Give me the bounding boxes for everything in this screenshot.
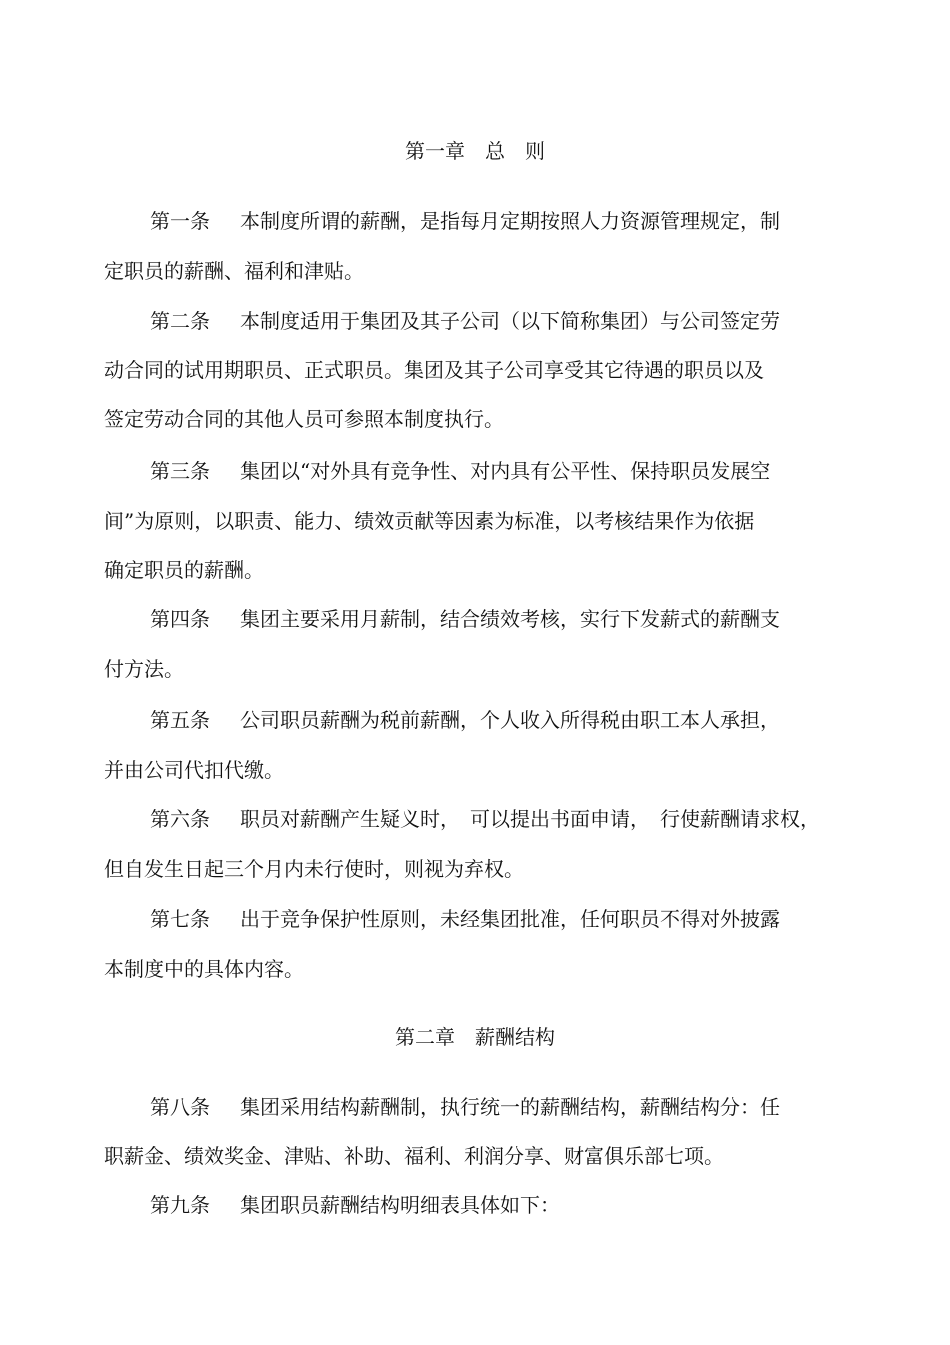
article-text: 本制度所谓的薪酬，是指每月定期按照人力资源管理规定，制	[240, 209, 780, 233]
chapter-1-heading: 第一章 总 则	[405, 139, 545, 163]
article-text: 集团主要采用月薪制，结合绩效考核，实行下发薪式的薪酬支	[240, 607, 780, 631]
article-text: 集团采用结构薪酬制，执行统一的薪酬结构，薪酬结构分：任	[240, 1095, 780, 1119]
article-text: 集团以“对外具有竞争性、对内具有公平性、保持职员发展空	[240, 459, 771, 483]
article-4-line-2: 付方法。	[104, 657, 184, 681]
article-7-line-2: 本制度中的具体内容。	[104, 957, 304, 981]
article-label: 第一条	[150, 209, 210, 233]
article-2-line-3: 签定劳动合同的其他人员可参照本制度执行。	[104, 407, 504, 431]
article-3-line-3: 确定职员的薪酬。	[104, 558, 264, 582]
article-label: 第五条	[150, 708, 210, 732]
article-label: 第四条	[150, 607, 210, 631]
article-text: 职员对薪酬产生疑义时， 可以提出书面申请， 行使薪酬请求权，	[240, 807, 820, 831]
article-3-line-1	[150, 458, 770, 484]
chapter-2-heading: 第二章 薪酬结构	[395, 1025, 555, 1049]
article-text: 出于竞争保护性原则，未经集团批准，任何职员不得对外披露	[240, 907, 780, 931]
article-6-line-1	[150, 806, 820, 832]
article-label: 第二条	[150, 309, 210, 333]
article-2-line-2: 动合同的试用期职员、正式职员。集团及其子公司享受其它待遇的职员以及	[104, 358, 764, 382]
article-label: 第六条	[150, 807, 210, 831]
article-2-line-1	[150, 308, 780, 334]
article-4-line-1	[150, 606, 780, 632]
article-3-line-2: 间”为原则，以职责、能力、绩效贡献等因素为标准，以考核结果作为依据	[104, 509, 755, 533]
article-label: 第八条	[150, 1095, 210, 1119]
article-5-line-1	[150, 707, 780, 733]
article-label: 第七条	[150, 907, 210, 931]
article-label: 第三条	[150, 459, 210, 483]
article-1-line-2: 定职员的薪酬、福利和津贴。	[104, 259, 364, 283]
article-6-line-2: 但自发生日起三个月内未行使时，则视为弃权。	[104, 857, 524, 881]
article-8-line-1	[150, 1094, 780, 1120]
article-text: 公司职员薪酬为税前薪酬，个人收入所得税由职工本人承担，	[240, 708, 780, 732]
article-8-line-2: 职薪金、绩效奖金、津贴、补助、福利、利润分享、财富俱乐部七项。	[104, 1144, 724, 1168]
article-1-line-1	[150, 208, 780, 234]
article-text: 集团职员薪酬结构明细表具体如下：	[240, 1193, 560, 1217]
article-text: 本制度适用于集团及其子公司（以下简称集团）与公司签定劳	[240, 309, 780, 333]
article-9-line-1	[150, 1192, 560, 1218]
article-label: 第九条	[150, 1193, 210, 1217]
article-5-line-2: 并由公司代扣代缴。	[104, 758, 284, 782]
article-7-line-1	[150, 906, 780, 932]
